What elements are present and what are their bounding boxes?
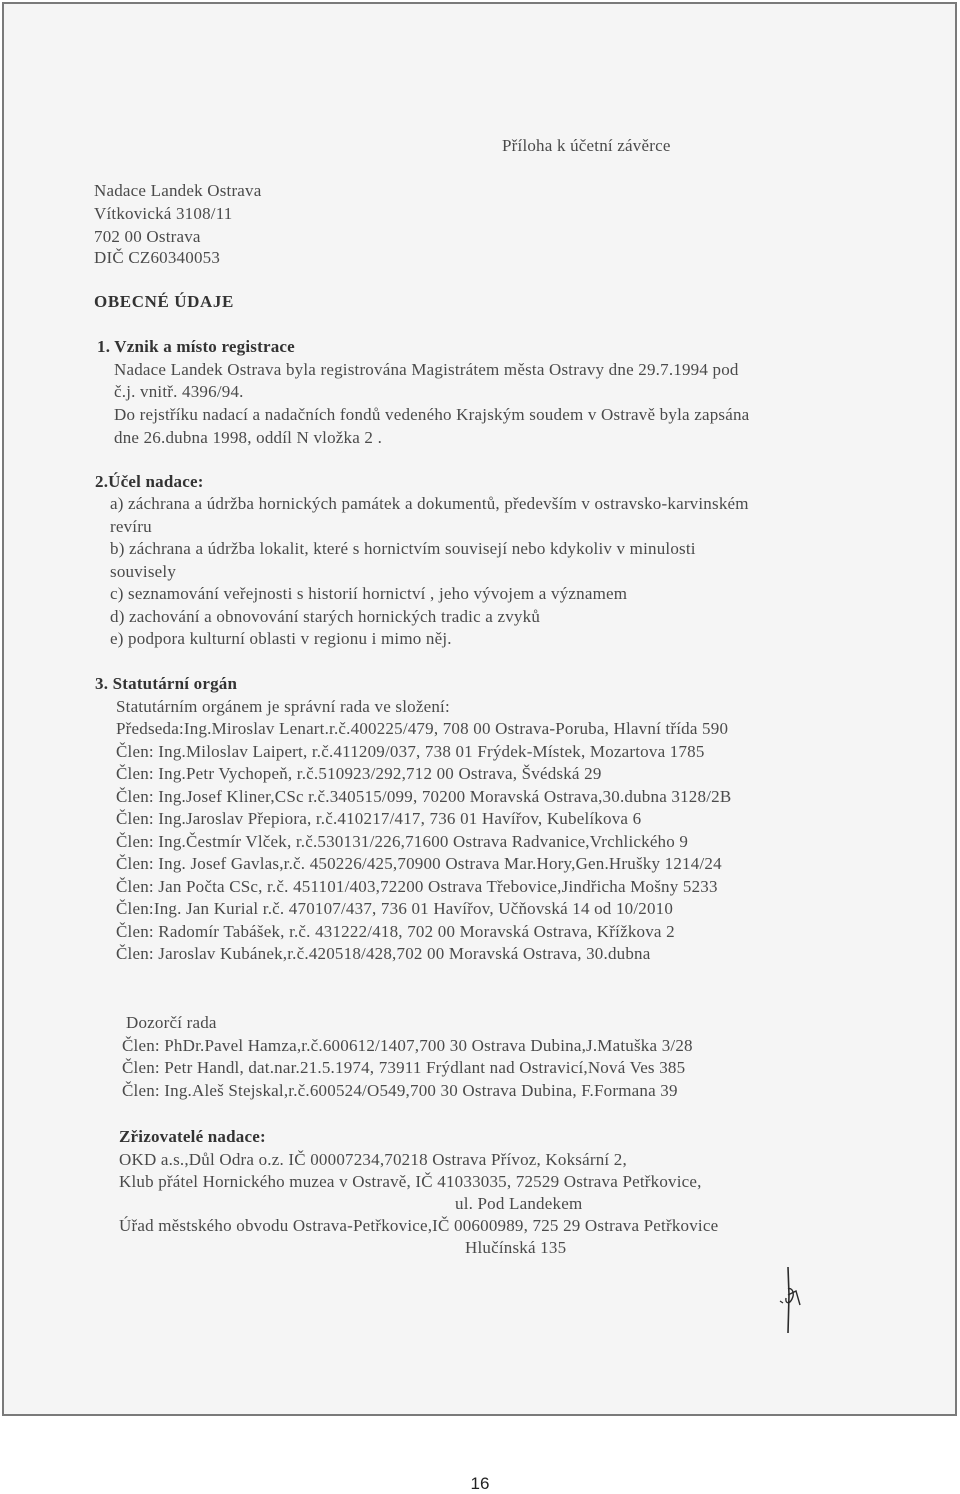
section2-line: a) záchrana a údržba hornických památek a dokumentů, především v ostravsko-karvinském <box>110 494 749 513</box>
section3-line: Člen: Jaroslav Kubánek,r.č.420518/428,702 00 Moravská Ostrava, 30.dubna <box>116 944 651 963</box>
section1-title: 1. Vznik a místo registrace <box>97 337 295 356</box>
annex-title: Příloha k účetní závěrce <box>502 136 671 155</box>
section1-line: dne 26.dubna 1998, oddíl N vložka 2 . <box>114 428 383 447</box>
section2-line: souvisely <box>110 562 177 581</box>
org-city: 702 00 Ostrava <box>94 227 201 246</box>
section3-line: Člen:Ing. Jan Kurial r.č. 470107/437, 736 01 Havířov, Učňovská 14 od 10/2010 <box>116 899 674 918</box>
supervisory-line: Člen: Petr Handl, dat.nar.21.5.1974, 73911 Frýdlant nad Ostravicí,Nová Ves 385 <box>122 1058 686 1077</box>
section3-line: Člen: Ing.Jaroslav Přepiora, r.č.410217/417, 736 01 Havířov, Kubelíkova 6 <box>116 809 642 828</box>
section1-line: č.j. vnitř. 4396/94. <box>114 382 244 401</box>
section3-line: Člen: Ing.Čestmír Vlček, r.č.530131/226,71600 Ostrava Radvanice,Vrchlického 9 <box>116 832 689 851</box>
section2-line: e) podpora kulturní oblasti v regionu i mimo něj. <box>110 629 452 648</box>
org-name: Nadace Landek Ostrava <box>94 181 262 200</box>
section3-line: Statutárním orgánem je správní rada ve složení: <box>116 697 450 716</box>
section1-line: Do rejstříku nadací a nadačních fondů vedeného Krajským soudem v Ostravě byla zapsána <box>114 405 750 424</box>
section3-title: 3. Statutární orgán <box>95 674 238 693</box>
supervisory-line: Člen: PhDr.Pavel Hamza,r.č.600612/1407,700 30 Ostrava Dubina,J.Matuška 3/28 <box>122 1036 693 1055</box>
org-street: Vítkovická 3108/11 <box>94 204 233 223</box>
founders-line: Hlučínská 135 <box>465 1238 567 1257</box>
signature-mark <box>776 1265 812 1335</box>
section2-line: c) seznamování veřejnosti s historií hornictví , jeho vývojem a významem <box>110 584 628 603</box>
section3-line: Předseda:Ing.Miroslav Lenart.r.č.400225/479, 708 00 Ostrava-Poruba, Hlavní třída 590 <box>116 719 729 738</box>
section3-line: Člen: Ing. Josef Gavlas,r.č. 450226/425,70900 Ostrava Mar.Hory,Gen.Hrušky 1214/24 <box>116 854 722 873</box>
section2-title: 2.Účel nadace: <box>95 472 204 491</box>
section3-line: Člen: Jan Počta CSc, r.č. 451101/403,72200 Ostrava Třebovice,Jindřicha Mošny 5233 <box>116 877 718 896</box>
founders-title: Zřizovatelé nadace: <box>119 1127 266 1146</box>
section3-line: Člen: Ing.Miloslav Laipert, r.č.411209/037, 738 01 Frýdek-Místek, Mozartova 1785 <box>116 742 705 761</box>
founders-line: Klub přátel Hornického muzea v Ostravě, IČ 41033035, 72529 Ostrava Petřkovice, <box>119 1172 702 1191</box>
section2-line: b) záchrana a údržba lokalit, které s hornictvím souvisejí nebo kdykoliv v minulosti <box>110 539 696 558</box>
section2-line: d) zachování a obnovování starých hornických tradic a zvyků <box>110 607 541 626</box>
supervisory-title: Dozorčí rada <box>126 1013 217 1032</box>
section3-line: Člen: Ing.Josef Kliner,CSc r.č.340515/099, 70200 Moravská Ostrava,30.dubna 3128/2B <box>116 787 732 806</box>
section3-line: Člen: Radomír Tabášek, r.č. 431222/418, 702 00 Moravská Ostrava, Křížkova 2 <box>116 922 675 941</box>
founders-line: Úřad městského obvodu Ostrava-Petřkovice,IČ 00600989, 725 29 Ostrava Petřkovice <box>119 1216 719 1235</box>
section3-line: Člen: Ing.Petr Vychopeň, r.č.510923/292,712 00 Ostrava, Švédská 29 <box>116 764 602 783</box>
supervisory-line: Člen: Ing.Aleš Stejskal,r.č.600524/O549,700 30 Ostrava Dubina, F.Formana 39 <box>122 1081 678 1100</box>
page-number: 16 <box>470 1474 490 1493</box>
general-heading: OBECNÉ ÚDAJE <box>94 292 234 311</box>
founders-line: ul. Pod Landekem <box>455 1194 583 1213</box>
section1-line: Nadace Landek Ostrava byla registrována Magistrátem města Ostravy dne 29.7.1994 pod <box>114 360 739 379</box>
founders-line: OKD a.s.,Důl Odra o.z. IČ 00007234,70218 Ostrava Přívoz, Koksární 2, <box>119 1150 627 1169</box>
section2-line: revíru <box>110 517 152 536</box>
org-tax-id: DIČ CZ60340053 <box>94 248 221 267</box>
